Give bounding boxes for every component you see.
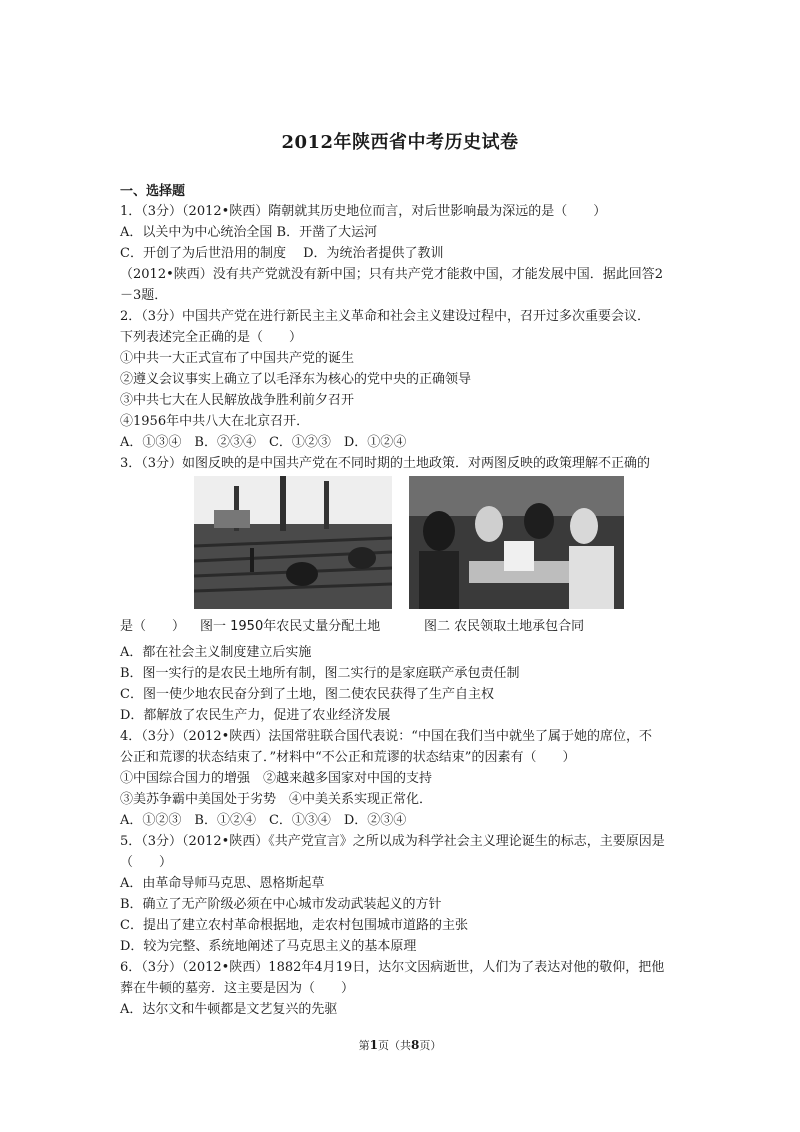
q2-stem: 2．（3分）中国共产党在进行新民主主义革命和社会主义建设过程中，召开过多次重要会议． <box>120 309 651 324</box>
q3-option-c: C．图一使少地农民奋分到了土地，图二使农民获得了生产自主权 <box>120 687 494 702</box>
q4-statements-34: ③美苏争霸中美国处于劣势 ④中美关系实现正常化． <box>120 792 433 807</box>
q4-stem-cont: 公正和荒谬的状态结束了．”材料中“不公正和荒谬的状态结束”的因素有（ ） <box>120 750 576 765</box>
q3-stem-cont: 是（ ） <box>120 619 186 634</box>
q4-stem: 4．（3分）（2012•陕西）法国常驻联合国代表说：“中国在我们当中就坐了属于她的席位，不 <box>120 729 652 744</box>
q2-statement-2: ②遵义会议事实上确立了以毛泽东为核心的党中央的正确领导 <box>120 372 472 387</box>
q3-option-b: B．图一实行的是农民土地所有制，图二实行的是家庭联产承包责任制 <box>120 666 520 681</box>
page-footer <box>0 1037 800 1053</box>
footer-mid: 页（共 <box>378 1039 411 1052</box>
q5-stem: 5．（3分）（2012•陕西）《共产党宣言》之所以成为科学社会主义理论诞生的标志，主要原因是 <box>120 834 665 849</box>
q5-stem-cont: （ ） <box>120 855 173 870</box>
q2-stem-cont: 下列表述完全正确的是（ ） <box>120 330 303 345</box>
q1-options-ab: A．以关中为中心统治全国 B．开凿了大运河 <box>120 225 378 240</box>
q2-options: A．①③④ B．②③④ C．①②③ D．①②④ <box>120 435 407 450</box>
q2-statement-1: ①中共一大正式宣布了中国共产党的诞生 <box>120 351 355 366</box>
figure-1-caption: 图一 1950年农民丈量分配土地 <box>200 619 381 634</box>
q6-stem: 6．（3分）（2012•陕西）1882年4月19日，达尔文因病逝世，人们为了表达对他的敬仰，把他 <box>120 960 665 975</box>
q6-stem-cont: 葬在牛顿的墓旁．这主要是因为（ ） <box>120 981 355 996</box>
footer-total-pages: 8 <box>411 1038 420 1052</box>
q5-option-b: B．确立了无产阶级必须在中心城市发动武装起义的方针 <box>120 897 442 912</box>
footer-prefix: 第 <box>358 1039 370 1052</box>
section-heading: 一、选择题 <box>120 184 186 199</box>
figure-2-caption: 图二 农民领取土地承包合同 <box>424 619 585 634</box>
exam-title: 2012年陕西省中考历史试卷 <box>281 132 519 153</box>
material-intro: （2012•陕西）没有共产党就没有新中国；只有共产党才能救中国，才能发展中国．据此回答2 <box>120 267 664 282</box>
footer-suffix: 页） <box>419 1039 442 1052</box>
q5-option-a: A．由革命导师马克思、恩格斯起草 <box>120 876 325 891</box>
q4-statements-12: ①中国综合国力的增强 ②越来越多国家对中国的支持 <box>120 771 433 786</box>
material-intro-cont: －3题． <box>120 288 168 303</box>
q2-statement-3: ③中共七大在人民解放战争胜利前夕召开 <box>120 393 355 408</box>
footer-page-number: 1 <box>369 1038 378 1052</box>
q6-option-a: A．达尔文和牛顿都是文艺复兴的先驱 <box>120 1002 338 1017</box>
figure-2-photo <box>409 476 624 609</box>
q3-option-d: D．都解放了农民生产力，促进了农业经济发展 <box>120 708 391 723</box>
q2-statement-4: ④1956年中共八大在北京召开． <box>120 414 310 429</box>
q3-stem: 3．（3分）如图反映的是中国共产党在不同时期的土地政策．对两图反映的政策理解不正确的 <box>120 456 651 471</box>
figure-1-photo <box>194 476 392 609</box>
q1-stem: 1．（3分）（2012•陕西）隋朝就其历史地位而言，对后世影响最为深远的是（ ） <box>120 204 607 219</box>
q3-option-a: A．都在社会主义制度建立后实施 <box>120 645 312 660</box>
q5-option-c: C．提出了建立农村革命根据地，走农村包围城市道路的主张 <box>120 918 468 933</box>
q4-options: A．①②③ B．①②④ C．①③④ D．②③④ <box>120 813 407 828</box>
q1-options-cd: C．开创了为后世沿用的制度 D．为统治者提供了教训 <box>120 246 444 261</box>
q5-option-d: D．较为完整、系统地阐述了马克思主义的基本原理 <box>120 939 417 954</box>
